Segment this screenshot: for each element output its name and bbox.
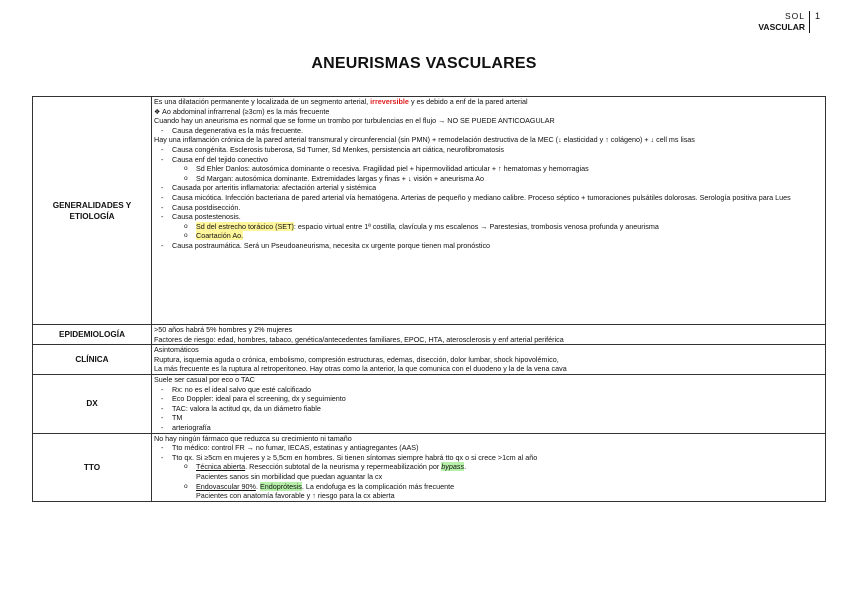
section-content-dx (152, 374, 826, 433)
bypass-highlight: bypass (441, 462, 465, 472)
section-content-epidemiologia (152, 325, 826, 345)
text-line: ❖ Ao abdominal infrarrenal (≥3cm) es la más frecuente (154, 106, 330, 116)
set-highlight: Sd del estrecho torácico (SET) (196, 221, 294, 231)
text-line: Pacientes con anatomía favorable y ↑ riesgo para la cx abierta (196, 491, 395, 501)
endovascular-label: Endovascular 90% (196, 481, 256, 491)
list-item: - Rx: no es el ideal salvo que esté calcificado (154, 385, 823, 395)
text-line: Ruptura, isquemia aguda o crónica, embolismo, compresión estructuras, edemas, disección, dolor lumbar, shock hipovolémico, (154, 354, 559, 364)
section-content-tto (152, 433, 826, 501)
text-line: Pacientes sanos sin morbilidad que puedan aguantar la cx (196, 471, 383, 481)
list-item: - TAC: valora la actitud qx, da un diámetro fiable (154, 404, 823, 414)
sub-list-item: o Endovascular 90%. Endoprótesis. La endofuga es la complicación más frecuente (154, 482, 823, 492)
tecnica-abierta-label: Técnica abierta (196, 462, 246, 472)
list-item: - Causa postdisección. (154, 203, 823, 213)
section-label-tto: TTO (33, 433, 152, 501)
sub-list-item: o Sd Margan: autosómica dominante. Extremidades largas y finas + ↓ visión + aneurisma Ao (154, 174, 823, 184)
row-epidemiologia (33, 325, 826, 345)
sub-list-item: o Sd Ehler Danlos: autosómica dominante o recesiva. Fragilidad piel + hipermovilidad articular + ↑ hematomas y hemorragias (154, 164, 823, 174)
list-item: - Causa degenerativa es la más frecuente. (154, 126, 823, 136)
text-line: La más frecuente es la ruptura al retroperitoneo. Hay otras como la anterior, la que comunica con el duodeno y la de la vena cava (154, 364, 567, 374)
page-header (758, 11, 820, 33)
list-item: - Tto médico: control FR → no fumar, IECAS, estatinas y antiagregantes (AAS) (154, 443, 823, 453)
summary-table (32, 96, 826, 502)
section-label-epidemiologia: EPIDEMIOLOGÍA (33, 325, 152, 345)
list-item: - arteriografía (154, 423, 823, 433)
section-label-dx: DX (33, 374, 152, 433)
document-title: ANEURISMAS VASCULARES (311, 55, 537, 72)
header-vascular: VASCULAR (758, 22, 805, 32)
text-line: No hay ningún fármaco que reduzca su crecimiento ni tamaño (154, 433, 352, 443)
endoprotesis-highlight: Endoprótesis (259, 481, 302, 491)
header-labels (758, 11, 810, 33)
header-sol: SOL (784, 11, 805, 21)
sub-list-item (154, 231, 823, 241)
text-line: Asintomáticos (154, 345, 199, 355)
list-item: - Eco Doppler: ideal para el screening, dx y seguimiento (154, 394, 823, 404)
list-item: - Causa postestenosis. (154, 212, 823, 222)
coartacion-highlight: Coartación Ao. (196, 231, 244, 241)
text-line: >50 años habrá 5% hombres y 2% mujeres (154, 325, 293, 334)
row-clinica (33, 345, 826, 375)
list-item: - Causada por arteritis inflamatoria: afectación arterial y sistémica (154, 183, 823, 193)
sub-list-item: o Técnica abierta. Resección subtotal de la neurisma y repermeabilización por bypass. (154, 462, 823, 472)
text-line: Es una dilatación permanente y localizada de un segmento arterial, irreversible y es debido a enf de la pared arterial (154, 97, 528, 106)
row-generalidades (33, 97, 826, 325)
list-item: - Causa congénita. Esclerosis tuberosa, Sd Turner, Sd Menkes, persistencia art ciática, neurofibromatosis (154, 145, 823, 155)
list-item: - Tto qx. Si ≥5cm en mujeres y ≥ 5,5cm en hombres. Si tienen síntomas siempre habrá tto qx o si crece >1cm al año (154, 453, 823, 463)
list-item: - TM (154, 413, 823, 423)
section-content-clinica (152, 345, 826, 375)
section-label-clinica: CLÍNICA (33, 345, 152, 375)
list-item: - Causa micótica. Infección bacteriana de pared arterial vía hematógena. Arterias de pequeño y mediano calibre. Proceso séptico + tumoraciones pulsátiles dolorosas. Serología positiva para Lues (154, 193, 823, 203)
row-dx (33, 374, 826, 433)
row-tto (33, 433, 826, 501)
section-label-generalidades: GENERALIDADES Y ETIOLOGÍA (33, 97, 152, 325)
section-content-generalidades (152, 97, 826, 325)
list-item: - Causa enf del tejido conectivo (154, 155, 823, 165)
text-line: Suele ser casual por eco o TAC (154, 374, 255, 384)
page-number: 1 (814, 11, 820, 21)
list-item: - Causa postraumática. Será un Pseudoaneurisma, necesita cx urgente porque tienen mal pronóstico (154, 241, 823, 251)
irreversible-highlight: irreversible (370, 97, 409, 106)
text-line: Factores de riesgo: edad, hombres, tabaco, genética/antecedentes familiares, EPOC, HTA, aterosclerosis y enf arterial periférica (154, 334, 564, 344)
text-line: Cuando hay un aneurisma es normal que se forme un trombo por turbulencias en el flujo → NO SE PUEDE ANTICOAGULAR (154, 116, 555, 126)
sub-list-item: o Sd del estrecho torácico (SET): espacio virtual entre 1ª costilla, clavícula y ms escalenos → Parestesias, trombosis venosa profunda y aneurisma (154, 222, 823, 232)
text-line: Hay una inflamación crónica de la pared arterial transmural y circunferencial (sin PMN) + remodelación destructiva de la MEC (↓ elasticidad y ↑ colágeno) + ↓ cell ms lisas (154, 135, 695, 145)
